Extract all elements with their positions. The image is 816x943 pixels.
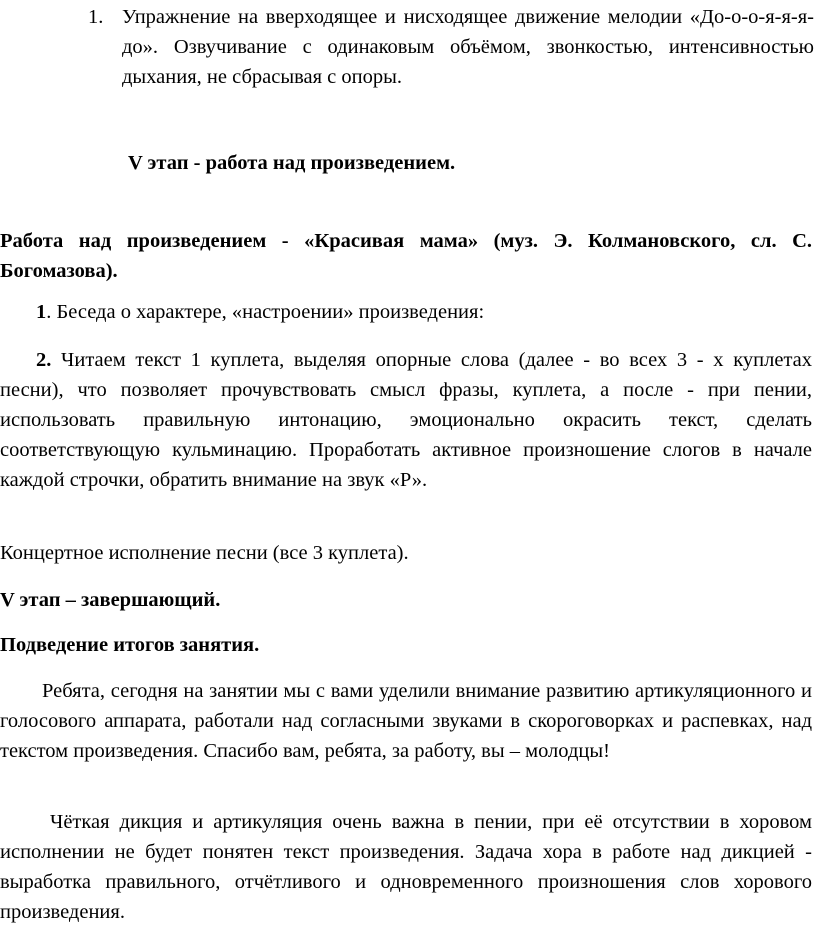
diction-paragraph: Чёткая дикция и артикуляция очень важна в пении, при её отсутствии в хоровом исполнении не будет понятен текст произведения. Задача хора в работе над дикцией - выработка правильного, отчётливого и одновременного произношения слов хорового произведения. bbox=[0, 811, 812, 923]
kids-paragraph: Ребята, сегодня на занятии мы с вами уделили внимание развитию артикуляционного и голосового аппарата, работали над согласными звуками в скороговорках и распевках, над текстом произведения. Спасибо вам, ребята, за работу, вы – молодцы! bbox=[0, 680, 812, 762]
summary-heading: Подведение итогов занятия. bbox=[0, 634, 260, 656]
final-stage-heading: V этап – завершающий. bbox=[0, 589, 221, 611]
stage-5-heading: V этап - работа над произведением. bbox=[128, 152, 456, 174]
step-1-text: . Беседа о характере, «настроении» произведения: bbox=[46, 301, 485, 323]
step-2-number: 2. bbox=[36, 349, 52, 371]
list-item-text: Упражнение на вверходящее и нисходящее движение мелодии «До-о-о-я-я-я-до». Озвучивание с одинаковым объёмом, звонкостью, интенсивностью дыхания, не сбрасывая с опоры. bbox=[122, 6, 814, 88]
list-number: 1. bbox=[88, 6, 104, 28]
step-2-paragraph bbox=[0, 345, 812, 495]
concert-paragraph: Концертное исполнение песни (все 3 куплета). bbox=[0, 542, 409, 564]
step-1-number: 1 bbox=[36, 301, 47, 323]
step-1-paragraph bbox=[36, 297, 812, 327]
numbered-item-1 bbox=[88, 2, 814, 92]
step-2-text: Читаем текст 1 куплета, выделяя опорные слова (далее - во всех 3 - х куплетах песни), что позволяет прочувствовать смысл фразы, куплета, а после - при пении, использовать правильную интонацию, эмоционально окрасить текст, сделать соответствующую кульминацию. Проработать активное произношение слогов в начале каждой строчки, обратить внимание на звук «Р». bbox=[0, 349, 812, 491]
work-heading: Работа над произведением - «Красивая мама» (муз. Э. Колмановского, сл. С. Богомазова). bbox=[0, 230, 812, 282]
